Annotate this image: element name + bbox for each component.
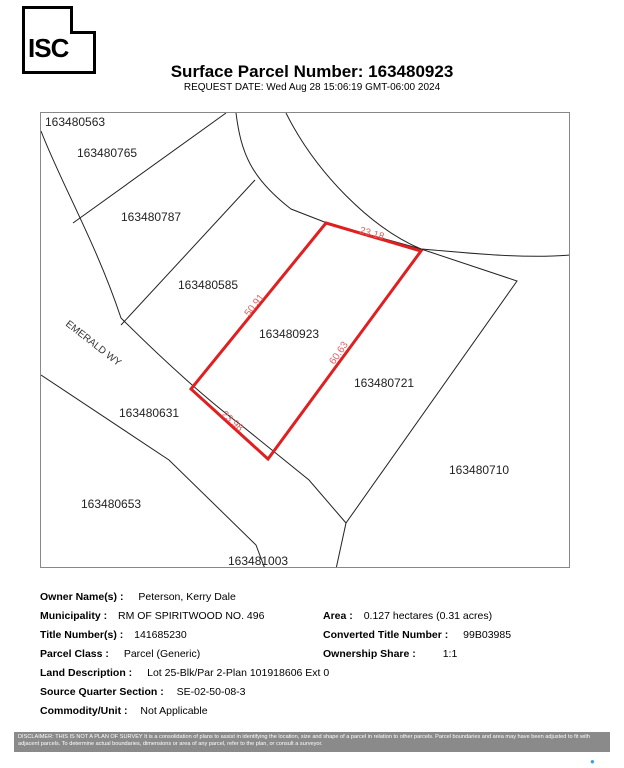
parcel-map-svg: [41, 113, 570, 568]
owner-value: Peterson, Kerry Dale: [138, 591, 236, 603]
commodity-row: [40, 705, 208, 717]
boundary-line: [73, 113, 226, 223]
boundary-line: [121, 180, 255, 325]
class-row: [40, 648, 200, 660]
commodity-label: Commodity/Unit :: [40, 705, 128, 717]
parcel-label: 163480631: [119, 406, 180, 420]
area-value: 0.127 hectares (0.31 acres): [363, 610, 493, 622]
page-title: Surface Parcel Number: 163480923: [170, 62, 454, 81]
logo-notch: [70, 6, 96, 34]
parcel-label: 163480721: [354, 376, 415, 390]
parcel-label: 163480653: [81, 497, 142, 511]
street-label: EMERALD WY: [63, 318, 123, 369]
quarter-section-row: [40, 686, 246, 698]
parcel-label-subject: 163480923: [259, 327, 320, 341]
location-pin-icon: ●: [590, 757, 595, 766]
quarter-section-value: SE-02-50-08-3: [176, 686, 246, 698]
parcel-label: 163480765: [77, 146, 138, 160]
parcel-label: 163480787: [121, 210, 182, 224]
parcel-label: 163480585: [178, 278, 239, 292]
converted-title-label: Converted Title Number :: [323, 629, 449, 641]
municipality-value: RM OF SPIRITWOOD NO. 496: [118, 610, 265, 622]
land-description-value: Lot 25-Blk/Par 2-Plan 101918606 Ext 0: [147, 667, 330, 679]
request-date: REQUEST DATE: Wed Aug 28 15:06:19 GMT-06:00 2024: [183, 82, 441, 93]
area-row: [323, 610, 492, 622]
share-row: [323, 648, 457, 660]
quarter-section-label: Source Quarter Section :: [40, 686, 164, 698]
dimension-label: 23.18: [358, 225, 386, 243]
class-value: Parcel (Generic): [123, 648, 201, 660]
disclaimer-banner: DISCLAIMER: THIS IS NOT A PLAN OF SURVEY It is a consolidation of plans to assist in identifying the location, size and shape of a parcel in relation to other parcels. Parcel boundaries and area may have been adjusted to fit with adjacent parcels. To determine actual boundaries, dimensions or area of any parcel, refer to the plan, or consult a surveyor.: [14, 732, 610, 752]
parcel-label: 163481003: [228, 554, 289, 568]
boundary-street-south: [41, 375, 265, 568]
boundary-line: [236, 113, 327, 223]
commodity-value: Not Applicable: [140, 705, 208, 717]
title-row: [40, 629, 187, 641]
dimension-label: 50.91: [242, 292, 267, 319]
boundary-line: [336, 249, 517, 568]
title-label: Title Number(s) :: [40, 629, 124, 641]
converted-title-value: 99B03985: [463, 629, 512, 641]
owner-label: Owner Name(s) :: [40, 591, 124, 603]
dimension-label: 60.63: [327, 339, 351, 367]
parcel-map[interactable]: [40, 112, 570, 568]
class-label: Parcel Class :: [40, 648, 109, 660]
area-label: Area :: [323, 610, 353, 622]
parcel-label: 163480563: [45, 115, 106, 129]
converted-title-row: [323, 629, 511, 641]
municipality-label: Municipality :: [40, 610, 108, 622]
dimension-label: 23.98: [218, 409, 245, 434]
boundary-line: [286, 113, 570, 256]
owner-row: [40, 591, 236, 603]
subject-parcel-outline[interactable]: [191, 223, 421, 459]
land-description-row: [40, 667, 329, 679]
logo-text: ISC: [28, 33, 69, 63]
municipality-row: [40, 610, 264, 622]
title-value: 141685230: [134, 629, 187, 641]
share-label: Ownership Share :: [323, 648, 416, 660]
share-value: 1:1: [442, 648, 458, 660]
land-description-label: Land Description :: [40, 667, 133, 679]
parcel-label: 163480710: [449, 463, 510, 477]
